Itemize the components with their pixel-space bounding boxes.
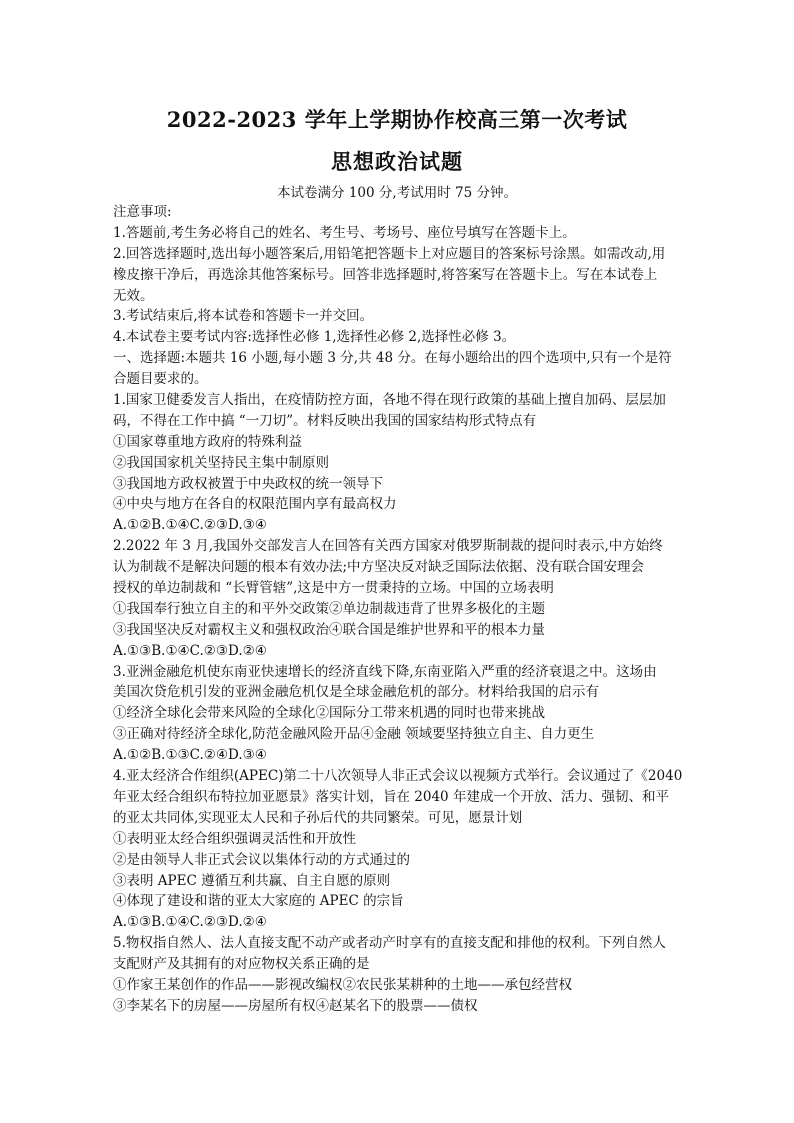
text-line: ④中央与地方在各自的权限范围内享有最高权力 (113, 496, 397, 513)
text-line: 年亚太经合组织布特拉加亚愿景》落实计划，旨在 2040 年建成一个开放、活力、强韧、和平 (113, 788, 669, 805)
text-line: ①国家尊重地方政府的特殊利益 (113, 433, 302, 450)
text-line: 美国次贷危机引发的亚洲金融危机仅是全球金融危机的部分。材料给我国的启示有 (113, 684, 599, 701)
exam-body (113, 202, 685, 1017)
text-line: ③正确对待经济全球化,防范金融风险开品④金融 领域要坚持独立自主、自力更生 (113, 726, 595, 743)
text-line: A.①③B.①④C.②③D.②④ (113, 914, 267, 931)
text-line: ③我国地方政权被置于中央政权的统一领导下 (113, 475, 383, 492)
text-line: 合题目要求的。 (113, 371, 208, 388)
text-line: 一、选择题:本题共 16 小题,每小题 3 分,共 48 分。在每小题给出的四个选项中,只有一个是符 (113, 350, 672, 367)
text-line: A.①②B.①③C.②④D.③④ (113, 747, 267, 764)
text-line: 注意事项: (113, 204, 172, 220)
text-line: A.①③B.①④C.②③D.②④ (113, 642, 267, 659)
text-line: 橡皮擦干净后，再选涂其他答案标号。回答非选择题时,将答案写在答题卡上。写在本试卷上 (113, 266, 658, 283)
text-line: 3.亚洲金融危机使东南亚快速增长的经济直线下降,东南亚陷入严重的经济衰退之中。这场由 (113, 663, 657, 680)
text-line: ①我国奉行独立自主的和平外交政策②单边制裁违背了世界多极化的主题 (113, 600, 545, 617)
text-line: ②我国国家机关坚持民主集中制原则 (113, 454, 329, 471)
text-line: 1.国家卫健委发言人指出，在疫情防控方面，各地不得在现行政策的基础上擅自加码、层层加 (113, 392, 666, 409)
text-line: 码，不得在工作中搞 “一刀切”。材料反映出我国的国家结构形式特点有 (113, 412, 537, 429)
text-line: A.①②B.①④C.②③D.③④ (113, 517, 267, 534)
text-line: ③李某名下的房屋——房屋所有权④赵某名下的股票——债权 (113, 997, 478, 1014)
text-line: ①经济全球化会带来风险的全球化②国际分工带来机遇的同时也带来挑战 (113, 705, 545, 722)
text-line: ①作家王某创作的作品——影视改编权②农民张某耕种的土地——承包经营权 (113, 976, 572, 993)
text-line: 支配财产及其拥有的对应物权关系正确的是 (113, 956, 370, 973)
text-line: 2.2022 年 3 月,我国外交部发言人在回答有关西方国家对俄罗斯制裁的提问时表示,中方始终 (113, 538, 663, 555)
text-line: ④体现了建设和谐的亚太大家庭的 APEC 的宗旨 (113, 893, 404, 910)
text-line: 1.答题前,考生务必将自己的姓名、考生号、考场号、座位号填写在答题卡上。 (113, 224, 576, 241)
text-line: 4.亚太经济合作组织(APEC)第二十八次领导人非正式会议以视频方式举行。会议通过了《2040 (113, 768, 683, 785)
text-line: ①表明亚太经合组织强调灵活性和开放性 (113, 830, 356, 847)
text-line: 2.回答选择题时,选出每小题答案后,用铅笔把答题卡上对应题目的答案标号涂黑。如需改动,用 (113, 245, 666, 262)
exam-info: 本试卷满分 100 分,考试用时 75 分钟。 (277, 185, 517, 201)
text-line: 的亚太共同体,实现亚太人民和子孙后代的共同繁荣。可见，愿景计划 (113, 809, 523, 826)
text-line: 无效。 (113, 287, 154, 304)
text-line: 3.考试结束后,将本试卷和答题卡一并交回。 (113, 308, 374, 325)
text-line: 认为制裁不是解决问题的根本有效办法;中方坚决反对缺乏国际法依据、没有联合国安理会 (113, 559, 645, 576)
text-line: 5.物权指自然人、法人直接支配不动产或者动产时享有的直接支配和排他的权利。下列自然人 (113, 935, 666, 952)
text-line: ③我国坚决反对霸权主义和强权政治④联合国是维护世界和平的根本力量 (113, 621, 545, 638)
exam-title: 2022-2023 学年上学期协作校高三第一次考试 (166, 107, 628, 132)
text-line: ②是由领导人非正式会议以集体行动的方式通过的 (113, 851, 410, 868)
text-line: ③表明 APEC 遵循互利共赢、自主自愿的原则 (113, 872, 391, 889)
subject-title: 思想政治试题 (331, 149, 463, 174)
text-line: 授权的单边制裁和 “长臂管辖”,这是中方一贯秉持的立场。中国的立场表明 (113, 580, 554, 597)
text-line: 4.本试卷主要考试内容:选择性必修 1,选择性必修 2,选择性必修 3。 (113, 329, 516, 346)
